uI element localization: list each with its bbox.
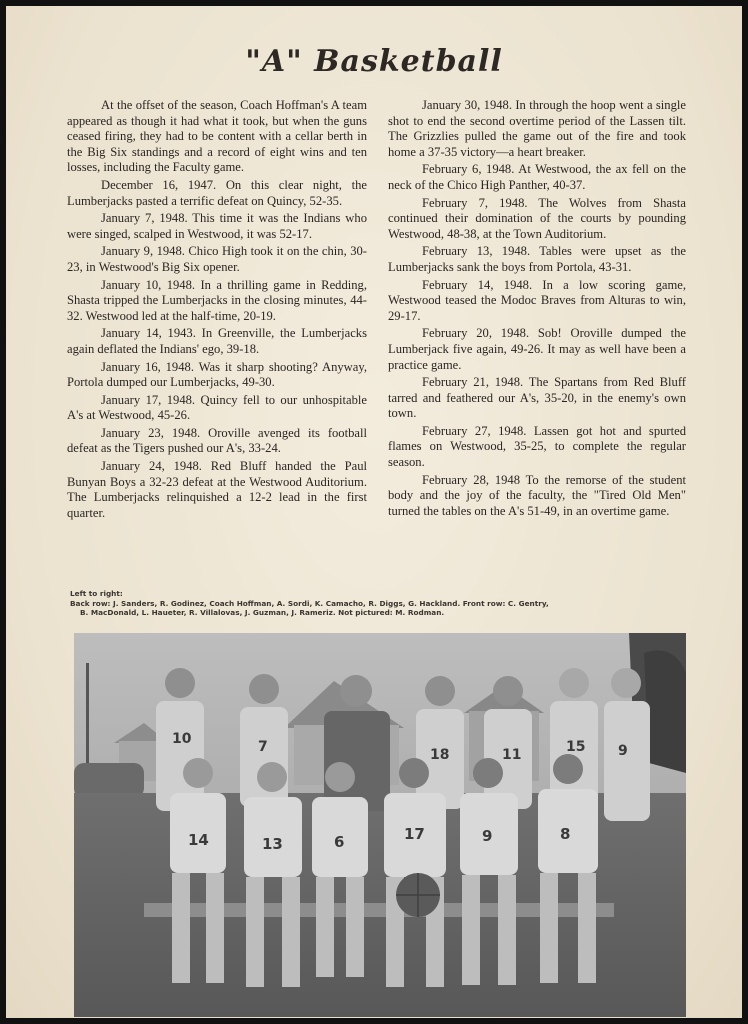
game-entry: February 7, 1948. The Wolves from Shasta continued their domination of the courts by pounding Westwood, 48-38, at the Town Auditorium. (388, 195, 686, 241)
game-entry: January 9, 1948. Chico High took it on the chin, 30-23, in Westwood's Big Six opener. (67, 244, 367, 274)
game-entry: February 21, 1948. The Spartans from Red Bluff tarred and feathered our A's, 35-20, in the enemy's own town. (388, 375, 686, 421)
game-entry: February 14, 1948. In a low scoring game, Westwood teased the Modoc Braves from Alturas to win, 29-17. (388, 277, 686, 323)
caption-line: B. MacDonald, L. Haueter, R. Villalovas, J. Guzman, J. Rameriz. Not pictured: M. Rodman. (80, 608, 445, 617)
jersey-number: 11 (502, 747, 522, 763)
game-entry: January 14, 1943. In Greenville, the Lumberjacks again deflated the Indians' ego, 39-18. (67, 326, 367, 356)
jersey-number: 10 (172, 731, 192, 747)
game-entry: January 30, 1948. In through the hoop went a single shot to end the second overtime period of the Lassen tilt. The Grizzlies pulled the game out of the fire and took home a 37-35 victory—a heart breaker. (388, 98, 686, 159)
caption-intro: Left to right: (70, 589, 123, 598)
jersey-number: 17 (404, 825, 425, 843)
jersey-number: 15 (566, 739, 586, 755)
team-photo (74, 633, 686, 1017)
game-entry: January 10, 1948. In a thrilling game in Redding, Shasta tripped the Lumberjacks in the closing minutes, 44-32. Westwood led at the half-time, 20-19. (67, 277, 367, 323)
jersey-number: 9 (618, 743, 628, 759)
game-entry: January 17, 1948. Quincy fell to our unhospitable A's at Westwood, 45-26. (67, 392, 367, 423)
game-entry: January 24, 1948. Red Bluff handed the Paul Bunyan Boys a 32-23 defeat at the Westwood Auditorium. The Lumberjacks relinquished a 12-2 lead in the first quarter. (67, 459, 367, 520)
game-entry: February 28, 1948 To the remorse of the student body and the joy of the faculty, the "Tired Old Men" turned the tables on the A's 51-49, in an overtime game. (388, 472, 686, 518)
page-title: "A" Basketball (245, 44, 503, 79)
game-entry: February 13, 1948. Tables were upset as the Lumberjacks sank the boys from Portola, 43-31. (388, 244, 686, 274)
yearbook-page (6, 6, 742, 1018)
jersey-number: 6 (334, 833, 345, 851)
jersey-number: 9 (482, 827, 493, 845)
game-entry: February 27, 1948. Lassen got hot and spurted flames on Westwood, 35-25, to complete the regular season. (388, 423, 686, 470)
game-entry: January 7, 1948. This time it was the Indians who were singed, scalped in Westwood, it was 52-17. (67, 211, 367, 241)
jersey-number: 13 (262, 835, 283, 853)
game-entry: January 23, 1948. Oroville avenged its football defeat as the Tigers pushed our A's, 33-24. (67, 425, 367, 456)
game-entry: February 6, 1948. At Westwood, the ax fell on the neck of the Chico High Panther, 40-37. (388, 162, 686, 192)
jersey-number: 14 (188, 831, 209, 849)
jersey-number: 18 (430, 747, 450, 763)
intro-paragraph: At the offset of the season, Coach Hoffman's A team appeared as though it had what it took, but when the guns ceased firing, they had to be content with a cellar berth in the Big Six standings and a record of eight wins and ten losses, including the Faculty game. (67, 98, 367, 175)
caption-line: Back row: J. Sanders, R. Godinez, Coach Hoffman, A. Sordi, K. Camacho, R. Diggs, G. Hackland. Front row: C. Gentry, (70, 598, 549, 608)
game-entry: December 16, 1947. On this clear night, the Lumberjacks pasted a terrific defeat on Quincy, 52-35. (67, 177, 367, 208)
jersey-number: 7 (258, 739, 268, 755)
left-text-column (67, 98, 367, 523)
photo-caption (70, 589, 690, 618)
game-entry: January 16, 1948. Was it sharp shooting? Anyway, Portola dumped our Lumberjacks, 49-30. (67, 359, 367, 390)
jersey-number: 8 (560, 825, 571, 843)
game-entry: February 20, 1948. Sob! Oroville dumped the Lumberjack five again, 49-26. It may as well have been a practice game. (388, 326, 686, 372)
right-text-column (388, 98, 686, 521)
team-photo-illustration (74, 633, 686, 1017)
